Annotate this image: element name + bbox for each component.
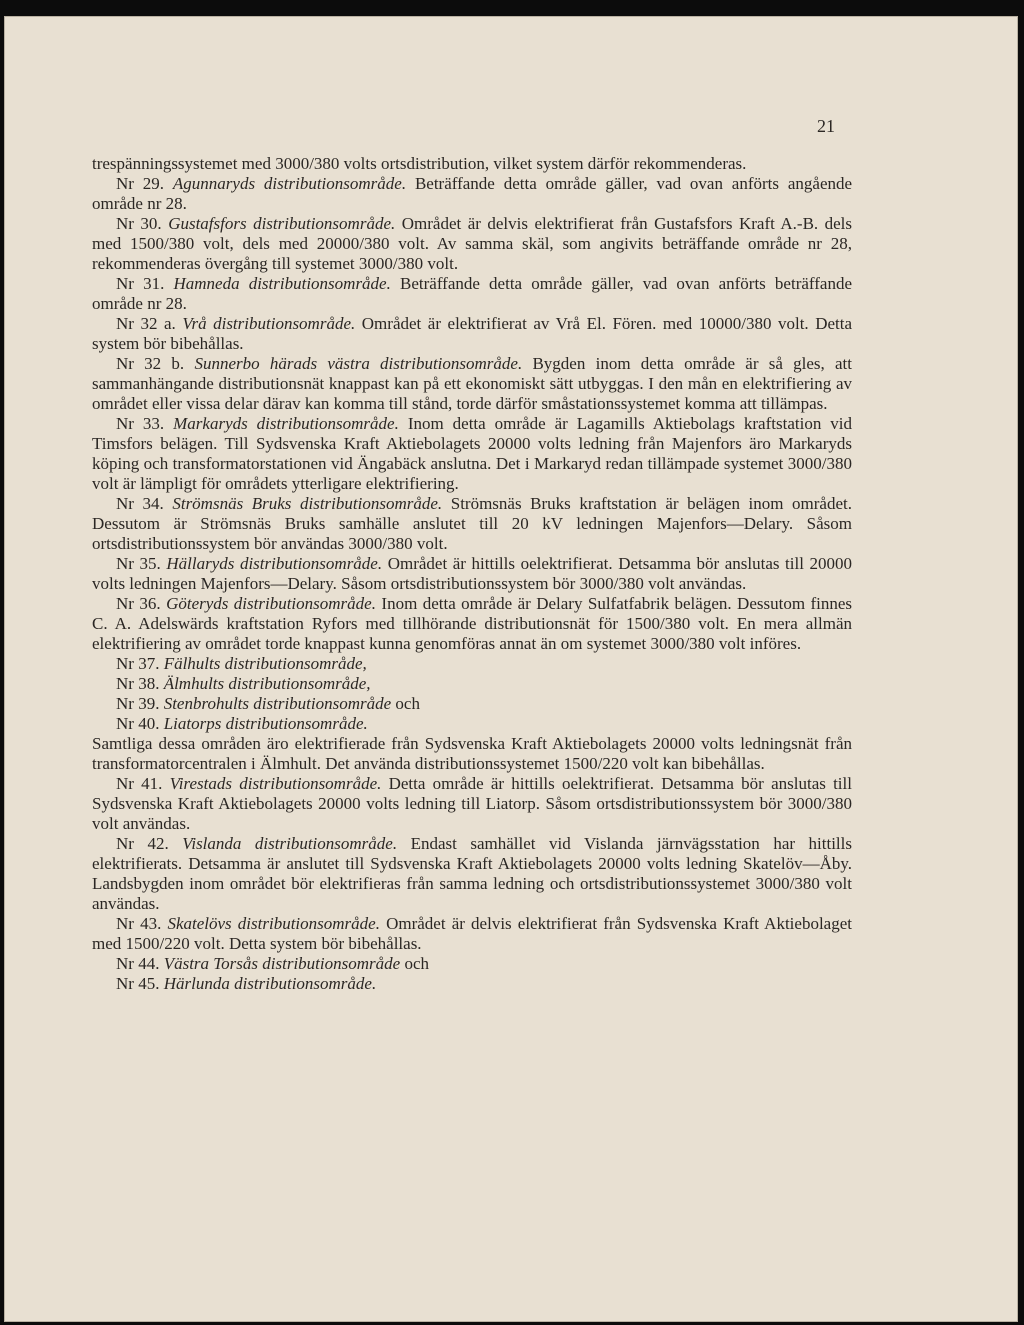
area-name: Fälhults distributionsområde, bbox=[163, 654, 367, 673]
page-number: 21 bbox=[817, 116, 835, 136]
item-number: Nr 33. bbox=[116, 414, 165, 433]
item-number: Nr 44. bbox=[116, 954, 160, 973]
paragraph-text: och bbox=[395, 694, 420, 713]
paragraph-nr-41 bbox=[92, 774, 852, 834]
paragraph-text: Strömsnäs Bruks kraftstation är belägen inom området. Dessutom är Strömsnäs Bruks samhälle anslutet till 20 kV ledningen Majenfors—Delary. Såsom ortsdistributionssystem bör användas 3000/380 volt. bbox=[92, 494, 852, 553]
item-number: Nr 38. bbox=[116, 674, 160, 693]
item-number: Nr 30. bbox=[116, 214, 162, 233]
body-text bbox=[92, 154, 852, 994]
area-name: Göteryds distributionsområde. bbox=[166, 594, 376, 613]
item-number: Nr 32 a. bbox=[116, 314, 176, 333]
paragraph-nr-31 bbox=[92, 274, 852, 314]
paragraph-text: Inom detta område är Delary Sulfatfabrik belägen. Dessutom finnes C. A. Adelswärds kraftstation Ryfors med tillhörande distributionsnät för 1500/380 volt. En mera allmän elektrifiering av området torde knappast kunna genomföras annat än om systemet 3000/380 volt införes. bbox=[92, 594, 853, 653]
item-number: Nr 31. bbox=[116, 274, 165, 293]
paragraph-nr-36 bbox=[92, 594, 852, 654]
area-name: Skatelövs distributionsområde. bbox=[167, 914, 380, 933]
paragraph-nr-30 bbox=[92, 214, 852, 274]
paragraph-text: Endast samhället vid Vislanda järnvägsstation har hittills elektrifierats. Detsamma är anslutet till Sydsvenska Kraft Aktiebolagets 20000 volts ledning Skatelöv—Åby. Landsbygden inom området bör elektrifieras från samma ledning och ortsdistributionssystemet 3000/380 volt användas. bbox=[92, 834, 852, 913]
paragraph-text: Området är delvis elektrifierat från Gustafsfors Kraft A.-B. dels med 1500/380 volt, dels med 20000/380 volt. Av samma skäl, som angivits beträffande område nr 28, rekommenderas övergång till systemet 3000/380 volt. bbox=[92, 214, 853, 273]
paragraph-text: Området är hittills oelektrifierat. Detsamma bör anslutas till 20000 volts ledningen Majenfors—Delary. Såsom ortsdistributionssystem bör 3000/380 volt användas. bbox=[92, 554, 853, 593]
paragraph-text: Området är elektrifierat av Vrå El. Fören. med 10000/380 volt. Detta system bör bibehållas. bbox=[92, 314, 853, 353]
paragraph-nr-33 bbox=[92, 414, 852, 494]
item-number: Nr 40. bbox=[116, 714, 160, 733]
paragraph-text: Området är delvis elektrifierat från Sydsvenska Kraft Aktiebolaget med 1500/220 volt. Detta system bör bibehållas. bbox=[92, 914, 852, 953]
paragraph-text: Samtliga dessa områden äro elektrifierade från Sydsvenska Kraft Aktiebolagets 20000 volts ledningsnät från transformatorcentralen i Älmhult. Det använda distributionssystemet 1500/220 volt kan bibehållas. bbox=[92, 734, 852, 773]
paragraph-nr-43 bbox=[92, 914, 852, 954]
item-number: Nr 39. bbox=[116, 694, 160, 713]
area-name: Hällaryds distributionsområde. bbox=[166, 554, 383, 573]
item-number: Nr 37. bbox=[116, 654, 160, 673]
scanned-page bbox=[4, 16, 1018, 1322]
item-number: Nr 42. bbox=[116, 834, 169, 853]
paragraph-nr-42 bbox=[92, 834, 852, 914]
paragraph-nr-39 bbox=[92, 694, 852, 714]
paragraph-nr-32b bbox=[92, 354, 852, 414]
paragraph-nr-44 bbox=[92, 954, 852, 974]
paragraph-text: Detta område är hittills oelektrifierat. Detsamma bör anslutas till Sydsvenska Kraft Aktiebolagets 20000 volts ledning till Liatorp. Såsom ortsdistributionssystem bör 3000/380 volt användas. bbox=[92, 774, 852, 833]
area-name: Strömsnäs Bruks distributionsområde. bbox=[172, 494, 443, 513]
item-number: Nr 29. bbox=[116, 174, 165, 193]
area-name: Agunnaryds distributionsområde. bbox=[172, 174, 407, 193]
area-name: Västra Torsås distributionsområde bbox=[163, 954, 401, 973]
paragraph-text: och bbox=[404, 954, 429, 973]
paragraph-nr-40 bbox=[92, 714, 852, 734]
paragraph-nr-45 bbox=[92, 974, 852, 994]
area-name: Liatorps distributionsområde. bbox=[163, 714, 368, 733]
paragraph-text: Inom detta område är Lagamills Aktiebolags kraftstation vid Timsfors belägen. Till Sydsvenska Kraft Aktiebolagets 20000 volts ledning från Majenfors äro Markaryds köping och transformatorstationen vid Ängabäck anslutna. Det i Markaryd redan tillämpade systemet 3000/380 volt är lämpligt för områdets ytterligare elektrifiering. bbox=[92, 414, 852, 493]
item-number: Nr 34. bbox=[116, 494, 164, 513]
paragraph-text: Beträffande detta område gäller, vad ovan anförts angående område nr 28. bbox=[92, 174, 853, 213]
area-name: Sunnerbo härads västra distributionsområde. bbox=[194, 354, 523, 373]
area-name: Gustafsfors distributionsområde. bbox=[168, 214, 396, 233]
item-number: Nr 36. bbox=[116, 594, 161, 613]
area-name: Härlunda distributionsområde. bbox=[163, 974, 377, 993]
paragraph-nr-32a bbox=[92, 314, 852, 354]
item-number: Nr 43. bbox=[116, 914, 162, 933]
paragraph-text: trespänningssystemet med 3000/380 volts ortsdistribution, vilket system därför rekommenderas. bbox=[92, 154, 747, 173]
item-number: Nr 32 b. bbox=[116, 354, 185, 373]
paragraph-nr-38 bbox=[92, 674, 852, 694]
area-name: Virestads distributionsområde. bbox=[169, 774, 382, 793]
item-number: Nr 45. bbox=[116, 974, 160, 993]
area-name: Vislanda distributionsområde. bbox=[182, 834, 398, 853]
paragraph-nr-35 bbox=[92, 554, 852, 594]
paragraph-samtliga bbox=[92, 734, 852, 774]
item-number: Nr 35. bbox=[116, 554, 161, 573]
paragraph-nr-29 bbox=[92, 174, 852, 214]
area-name: Vrå distributionsområde. bbox=[182, 314, 356, 333]
area-name: Markaryds distributionsområde. bbox=[173, 414, 399, 433]
paragraph bbox=[92, 154, 852, 174]
area-name: Älmhults distributionsområde, bbox=[163, 674, 371, 693]
area-name: Stenbrohults distributionsområde bbox=[163, 694, 392, 713]
area-name: Hamneda distributionsområde. bbox=[173, 274, 391, 293]
paragraph-nr-37 bbox=[92, 654, 852, 674]
paragraph-text: Bygden inom detta område är så gles, att sammanhängande distributionsnät knappast kan på ett ekonomiskt sätt utbyggas. I den mån en elektrifiering av området eller vissa delar därav kan komma till stånd, torde därför småstationssystemet komma att tillämpas. bbox=[92, 354, 853, 413]
paragraph-nr-34 bbox=[92, 494, 852, 554]
item-number: Nr 41. bbox=[116, 774, 163, 793]
paragraph-text: Beträffande detta område gäller, vad ovan anförts beträffande område nr 28. bbox=[92, 274, 853, 313]
